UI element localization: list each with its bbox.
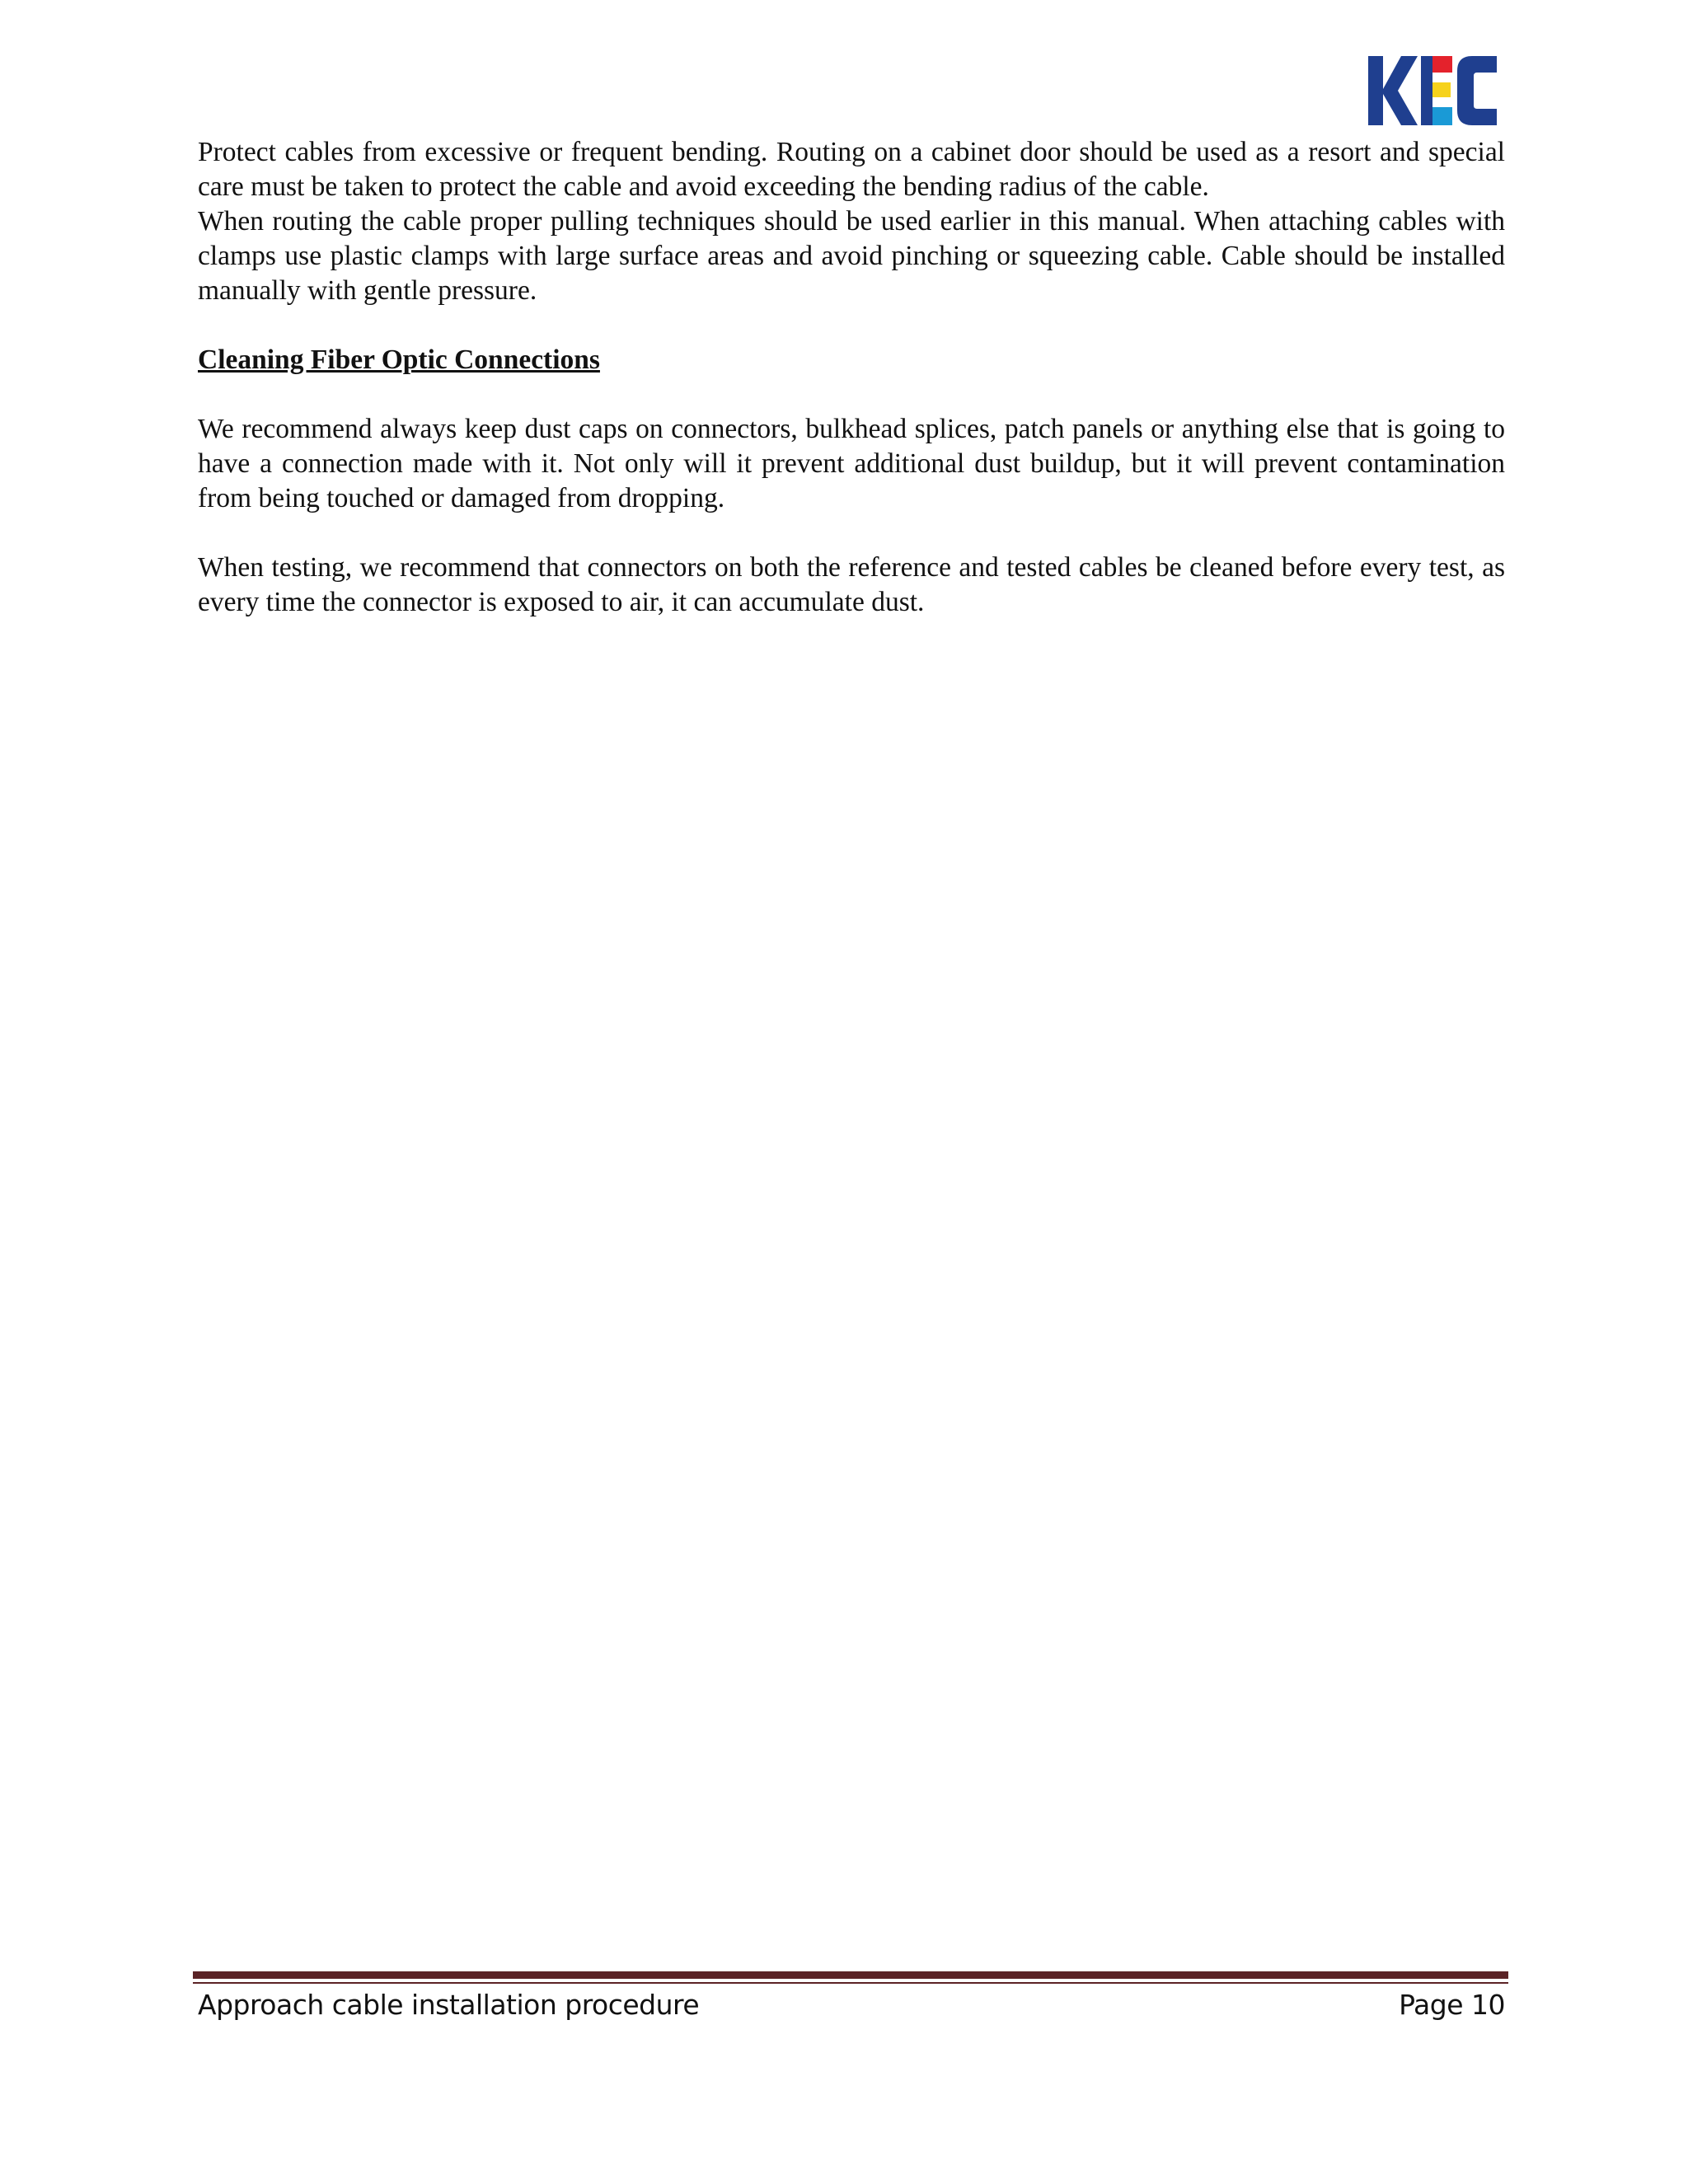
footer-document-title: Approach cable installation procedure xyxy=(198,1989,700,2021)
kec-logo xyxy=(1368,53,1500,129)
spacer xyxy=(198,377,1505,412)
section-heading: Cleaning Fiber Optic Connections xyxy=(198,344,600,375)
document-body xyxy=(198,135,1505,620)
spacer xyxy=(198,308,1505,343)
paragraph-routing: When routing the cable proper pulling techniques should be used earlier in this manual. When attaching cables with clamps use plastic clamps with large surface areas and avoid pinching or squeezing cable. Cable should be installed manually with gentle pressure. xyxy=(198,206,1505,306)
paragraph-bending: Protect cables from excessive or frequent bending. Routing on a cabinet door should be used as a resort and special care must be taken to protect the cable and avoid exceeding the bending radius of the cable. xyxy=(198,137,1505,202)
paragraph-testing: When testing, we recommend that connectors on both the reference and tested cables be cleaned before every test, as every time the connector is exposed to air, it can accumulate dust. xyxy=(198,552,1505,617)
spacer xyxy=(198,516,1505,551)
footer-rule-thin xyxy=(193,1982,1508,1984)
footer-rule xyxy=(193,1971,1508,1979)
paragraph-dust-caps: We recommend always keep dust caps on connectors, bulkhead splices, patch panels or anything else that is going to have a connection made with it. Not only will it prevent additional dust buildup, but it will prevent contamination from being touched or damaged from dropping. xyxy=(198,414,1505,513)
footer-page-number: Page 10 xyxy=(1399,1989,1505,2021)
